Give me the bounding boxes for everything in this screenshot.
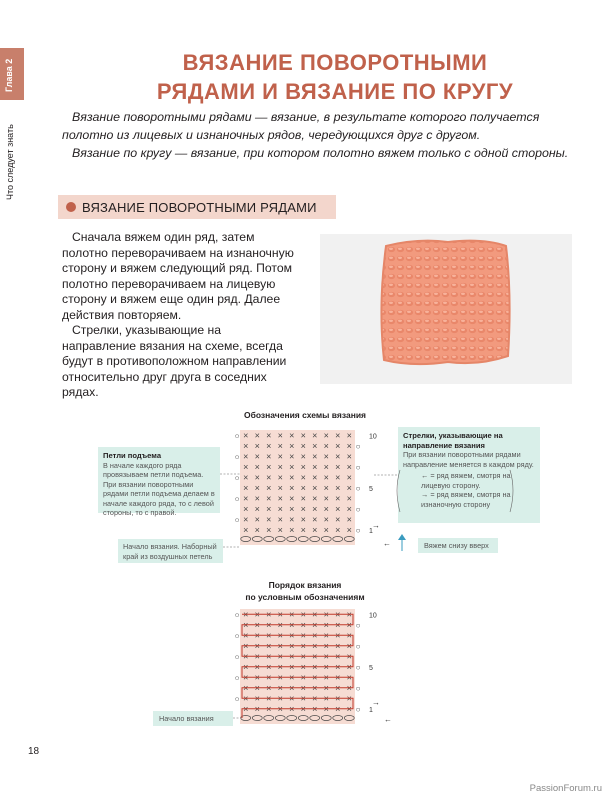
- chart1-turning-chain-symbol: ○: [234, 473, 240, 483]
- chart2-stitch-symbol: ×: [254, 661, 260, 672]
- chart2-stitch-symbol: ×: [266, 703, 272, 714]
- chart1-stitch-symbol: ×: [277, 472, 283, 483]
- chart1-stitch-symbol: ×: [335, 472, 341, 483]
- chart2-stitch-symbol: ×: [346, 672, 352, 683]
- chart1-stitch-symbol: ×: [312, 482, 318, 493]
- chart2-turning-chain-symbol: ○: [234, 652, 240, 662]
- chart2-stitch-symbol: ×: [300, 619, 306, 630]
- intro-paragraph-2: Вязание по кругу — вязание, при котором полотно вяжем только с одной стороны.: [72, 146, 569, 160]
- note-turning-chains: [98, 447, 220, 517]
- chart1-turning-chain-symbol: ○: [355, 504, 361, 514]
- diagram1-caption: Обозначения схемы вязания: [243, 410, 367, 420]
- chart2-stitch-symbol: ×: [277, 703, 283, 714]
- chart2-stitch-symbol: ×: [243, 682, 249, 693]
- chart1-stitch-symbol: ×: [254, 440, 260, 451]
- chart1-stitch-symbol: ×: [300, 482, 306, 493]
- chart2-stitch-symbol: ×: [312, 630, 318, 641]
- chart1-stitch-symbol: ×: [277, 493, 283, 504]
- chart2-stitch-symbol: ×: [254, 703, 260, 714]
- chart1-stitch-symbol: ×: [254, 451, 260, 462]
- chart1-stitch-symbol: ×: [289, 524, 295, 535]
- note-direction-text: При вязании поворотными рядами направление меняется в каждом ряду.: [403, 450, 534, 469]
- chart2-stitch-symbol: ×: [254, 609, 260, 620]
- note-bottom-up: [418, 538, 498, 553]
- chart2-stitch-symbol: ×: [323, 703, 329, 714]
- chart1-turning-chain-symbol: ○: [355, 462, 361, 472]
- chart1-stitch-symbol: ×: [300, 440, 306, 451]
- chart1-stitch-symbol: ×: [266, 503, 272, 514]
- chart1-stitch-symbol: ×: [254, 514, 260, 525]
- note-direction-row1: ← = ряд вяжем, смотря на лицевую сторону.: [421, 471, 511, 490]
- chart1-stitch-symbol: ×: [346, 482, 352, 493]
- chart1-stitch-symbol: ×: [289, 461, 295, 472]
- chart1-stitch-symbol: ×: [289, 503, 295, 514]
- chart1-stitch-symbol: ×: [312, 430, 318, 441]
- chart1-stitch-symbol: ×: [300, 461, 306, 472]
- chart2-turning-chain-symbol: ○: [234, 673, 240, 683]
- chart2-stitch-symbol: ×: [300, 703, 306, 714]
- chart1-stitch-symbol: ×: [300, 503, 306, 514]
- chart2-stitch-symbol: ×: [289, 630, 295, 641]
- chart2-stitch-symbol: ×: [243, 661, 249, 672]
- chart2-stitch-symbol: ×: [254, 619, 260, 630]
- chart2-stitch-symbol: ×: [300, 672, 306, 683]
- page-title: [60, 48, 610, 106]
- chart1-stitch-symbol: ×: [312, 514, 318, 525]
- note-direction-row2: → = ряд вяжем, смотря на изнаночную сторону: [421, 490, 511, 509]
- diagram2-caption-line2: по условным обозначениям: [245, 592, 365, 602]
- chart2-turning-chain-symbol: ○: [355, 662, 361, 672]
- chart1-stitch-symbol: ×: [243, 472, 249, 483]
- chart2-stitch-symbol: ×: [289, 703, 295, 714]
- chart2-stitch-symbol: ×: [243, 630, 249, 641]
- chart2-stitch-symbol: ×: [266, 693, 272, 704]
- chart1-stitch-symbol: ×: [289, 482, 295, 493]
- chart2-turning-chain-symbol: ○: [355, 683, 361, 693]
- chart2-stitch-symbol: ×: [266, 619, 272, 630]
- chart2-turning-chain-symbol: ○: [234, 610, 240, 620]
- note-start-chain-text: Начало вязания. Наборный край из воздушных петель: [123, 542, 217, 561]
- chart1-stitch-symbol: ×: [323, 493, 329, 504]
- chart2-stitch-symbol: ×: [335, 651, 341, 662]
- chart1-stitch-symbol: ×: [300, 451, 306, 462]
- chart1-row-label: 5: [369, 485, 373, 493]
- chart2-stitch-symbol: ×: [323, 640, 329, 651]
- chart1-stitch-symbol: ×: [335, 514, 341, 525]
- chart1-stitch-symbol: ×: [323, 514, 329, 525]
- chart1-stitch-symbol: ×: [312, 440, 318, 451]
- chart2-stitch-symbol: ×: [312, 619, 318, 630]
- chart2-stitch-symbol: ×: [346, 640, 352, 651]
- body-paragraph-2: Стрелки, указывающие на направление вязания на схеме, всегда будут в противоположном направлении относительно друг друга в соседних рядах.: [62, 323, 287, 399]
- chart2-stitch-symbol: ×: [323, 672, 329, 683]
- chart1-stitch-symbol: ×: [323, 461, 329, 472]
- chart2-stitch-symbol: ×: [277, 661, 283, 672]
- chart2-stitch-symbol: ×: [277, 682, 283, 693]
- chart2-stitch-symbol: ×: [289, 640, 295, 651]
- chart1-stitch-symbol: ×: [254, 430, 260, 441]
- chart2-stitch-symbol: ×: [289, 682, 295, 693]
- chart1-stitch-symbol: ×: [266, 440, 272, 451]
- chart1-stitch-symbol: ×: [346, 524, 352, 535]
- chart1-stitch-symbol: ×: [277, 514, 283, 525]
- diagram2-caption: [225, 579, 385, 603]
- chart2-stitch-symbol: ×: [323, 682, 329, 693]
- chart2-stitch-symbol: ×: [266, 661, 272, 672]
- chart2-stitch-symbol: ×: [243, 640, 249, 651]
- chart2-stitch-symbol: ×: [266, 609, 272, 620]
- chart2-stitch-symbol: ×: [312, 609, 318, 620]
- chart1-stitch-symbol: ×: [300, 493, 306, 504]
- chart1-stitch-symbol: ×: [243, 440, 249, 451]
- note-direction-title: Стрелки, указывающие на направление вязания: [403, 431, 503, 450]
- chart2-stitch-symbol: ×: [323, 619, 329, 630]
- chart2-stitch-symbol: ×: [300, 661, 306, 672]
- chart2-stitch-symbol: ×: [254, 682, 260, 693]
- chart1-stitch-symbol: ×: [289, 451, 295, 462]
- chart2-row-label: 1: [369, 706, 373, 714]
- note-start-chain: [118, 539, 223, 563]
- chart1-stitch-symbol: ×: [323, 503, 329, 514]
- chart1-stitch-symbol: ×: [346, 440, 352, 451]
- chart1-stitch-symbol: ×: [243, 461, 249, 472]
- chart1-stitch-symbol: ×: [346, 430, 352, 441]
- chart1-stitch-symbol: ×: [312, 493, 318, 504]
- chart2-stitch-symbol: ×: [300, 609, 306, 620]
- chart2-stitch-symbol: ×: [323, 651, 329, 662]
- chart1-stitch-symbol: ×: [243, 514, 249, 525]
- chart2-stitch-symbol: ×: [312, 672, 318, 683]
- chart1-stitch-symbol: ×: [266, 493, 272, 504]
- chart2-stitch-symbol: ×: [254, 693, 260, 704]
- chart1-stitch-symbol: ×: [254, 461, 260, 472]
- chart2-stitch-symbol: ×: [323, 630, 329, 641]
- chart2-stitch-symbol: ×: [254, 651, 260, 662]
- chart2-stitch-symbol: ×: [277, 693, 283, 704]
- chart2-stitch-symbol: ×: [335, 630, 341, 641]
- chart1-stitch-symbol: ×: [335, 493, 341, 504]
- section-running-head: Что следует знать: [5, 124, 15, 200]
- chart2-stitch-symbol: ×: [323, 661, 329, 672]
- chart1-stitch-symbol: ×: [254, 524, 260, 535]
- chart1-stitch-symbol: ×: [335, 440, 341, 451]
- chart1-stitch-symbol: ×: [335, 503, 341, 514]
- title-line-1: ВЯЗАНИЕ ПОВОРОТНЫМИ: [182, 50, 488, 75]
- chart2-stitch-symbol: ×: [323, 693, 329, 704]
- chart1-stitch-symbol: ×: [323, 472, 329, 483]
- chart1-stitch-symbol: ×: [323, 524, 329, 535]
- chart2-stitch-symbol: ×: [346, 651, 352, 662]
- svg-text:←: ←: [384, 715, 392, 724]
- chart1-stitch-symbol: ×: [312, 461, 318, 472]
- chart1-stitch-symbol: ×: [243, 430, 249, 441]
- chart1-stitch-symbol: ×: [335, 430, 341, 441]
- chart1-stitch-symbol: ×: [277, 451, 283, 462]
- svg-text:→: →: [372, 698, 380, 707]
- chart1-stitch-symbol: ×: [277, 482, 283, 493]
- section-heading-bar: [58, 195, 336, 219]
- chart1-stitch-symbol: ×: [300, 514, 306, 525]
- chart2-turning-chain-symbol: ○: [234, 631, 240, 641]
- chart2-stitch-symbol: ×: [346, 619, 352, 630]
- intro-text: [62, 108, 577, 162]
- chapter-tab: [0, 48, 24, 100]
- note-direction-row1-text: = ряд вяжем, смотря на лицевую сторону.: [421, 471, 511, 490]
- chart2-stitch-symbol: ×: [277, 651, 283, 662]
- chart1-stitch-symbol: ×: [266, 514, 272, 525]
- chart2-stitch-symbol: ×: [289, 672, 295, 683]
- note-bottom-up-text: Вяжем снизу вверх: [424, 541, 489, 550]
- chart1-stitch-symbol: ×: [323, 451, 329, 462]
- chart1-turning-chain-symbol: ○: [234, 452, 240, 462]
- chart2-stitch-symbol: ×: [346, 630, 352, 641]
- chart2-stitch-symbol: ×: [312, 661, 318, 672]
- page-number: 18: [28, 746, 40, 757]
- chart2-stitch-symbol: ×: [312, 703, 318, 714]
- chart2-stitch-symbol: ×: [289, 609, 295, 620]
- chart1-stitch-symbol: ×: [243, 503, 249, 514]
- chart1-row-label: 1: [369, 527, 373, 535]
- chart2-stitch-symbol: ×: [346, 693, 352, 704]
- chart1-stitch-symbol: ×: [335, 482, 341, 493]
- chart2-stitch-symbol: ×: [289, 693, 295, 704]
- svg-text:←: ←: [383, 539, 391, 548]
- body-paragraph-1: Сначала вяжем один ряд, затем полотно переворачиваем на изнаночную сторону и вяжем следующий ряд. Потом полотно переворачиваем на лицевую сторону и вяжем еще один ряд. Далее действия повторяем.: [62, 230, 294, 322]
- chart2-stitch-symbol: ×: [277, 630, 283, 641]
- intro-paragraph-1: Вязание поворотными рядами — вязание, в результате которого получается полотно из лицевых и изнаночных рядов, чередующихся друг с другом.: [62, 110, 540, 142]
- note-direction-arrows: [398, 427, 540, 523]
- chart1-stitch-symbol: ×: [312, 451, 318, 462]
- stitch-chart-grid: [230, 426, 380, 556]
- chart1-stitch-symbol: ×: [243, 493, 249, 504]
- chart2-stitch-symbol: ×: [266, 682, 272, 693]
- chart2-stitch-symbol: ×: [243, 672, 249, 683]
- chart2-stitch-symbol: ×: [335, 619, 341, 630]
- chart2-stitch-symbol: ×: [300, 651, 306, 662]
- chart1-stitch-symbol: ×: [254, 493, 260, 504]
- chart1-stitch-symbol: ×: [277, 430, 283, 441]
- chart1-stitch-symbol: ×: [266, 472, 272, 483]
- body-text: [62, 230, 297, 401]
- chart1-stitch-symbol: ×: [243, 524, 249, 535]
- chart1-stitch-symbol: ×: [289, 472, 295, 483]
- chart2-stitch-symbol: ×: [300, 693, 306, 704]
- chart1-stitch-symbol: ×: [312, 503, 318, 514]
- chart1-stitch-symbol: ×: [335, 524, 341, 535]
- chart1-stitch-symbol: ×: [277, 524, 283, 535]
- chart1-stitch-symbol: ×: [266, 451, 272, 462]
- chart1-stitch-symbol: ×: [266, 524, 272, 535]
- chart2-stitch-symbol: ×: [300, 682, 306, 693]
- chart1-stitch-symbol: ×: [323, 430, 329, 441]
- chart1-stitch-symbol: ×: [289, 493, 295, 504]
- chart2-stitch-symbol: ×: [266, 651, 272, 662]
- chart1-turning-chain-symbol: ○: [355, 483, 361, 493]
- svg-text:→: →: [372, 521, 380, 530]
- chart2-stitch-symbol: ×: [335, 661, 341, 672]
- chart1-stitch-symbol: ×: [300, 472, 306, 483]
- chart1-stitch-symbol: ×: [254, 503, 260, 514]
- chart1-stitch-symbol: ×: [289, 440, 295, 451]
- chart1-stitch-symbol: ×: [346, 461, 352, 472]
- note-turning-chains-text: В начале каждого ряда провязываем петли подъема. При вязании поворотными рядами петли подъема делаем в начале каждого ряда, то с левой стороны, то с правой.: [103, 460, 215, 517]
- chart1-row-label: 10: [369, 433, 377, 441]
- chart2-stitch-symbol: ×: [243, 609, 249, 620]
- chart2-stitch-symbol: ×: [335, 672, 341, 683]
- chart2-stitch-symbol: ×: [346, 703, 352, 714]
- note-turning-chains-title: Петли подъема: [103, 451, 162, 460]
- chart1-stitch-symbol: ×: [266, 430, 272, 441]
- chart2-stitch-symbol: ×: [346, 609, 352, 620]
- chart1-stitch-symbol: ×: [323, 440, 329, 451]
- chart2-stitch-symbol: ×: [266, 630, 272, 641]
- chart2-stitch-symbol: ×: [266, 640, 272, 651]
- chart2-stitch-symbol: ×: [254, 630, 260, 641]
- section-heading: ВЯЗАНИЕ ПОВОРОТНЫМИ РЯДАМИ: [82, 199, 317, 215]
- chart2-stitch-symbol: ×: [312, 693, 318, 704]
- chart2-stitch-symbol: ×: [277, 672, 283, 683]
- chart1-turning-chain-symbol: ○: [234, 515, 240, 525]
- chart2-stitch-symbol: ×: [289, 619, 295, 630]
- chart2-stitch-symbol: ×: [335, 693, 341, 704]
- chart2-stitch-symbol: ×: [346, 682, 352, 693]
- chart2-stitch-symbol: ×: [335, 682, 341, 693]
- note-start-order-text: Начало вязания: [159, 714, 214, 723]
- chart1-turning-chain-symbol: ○: [355, 441, 361, 451]
- chart1-stitch-symbol: ×: [277, 461, 283, 472]
- chart2-stitch-symbol: ×: [335, 703, 341, 714]
- chart1-stitch-symbol: ×: [289, 514, 295, 525]
- chart1-stitch-symbol: ×: [346, 472, 352, 483]
- chart1-stitch-symbol: ×: [346, 503, 352, 514]
- chart2-stitch-symbol: ×: [289, 651, 295, 662]
- chart2-row-label: 5: [369, 664, 373, 672]
- chart1-stitch-symbol: ×: [289, 430, 295, 441]
- chart2-stitch-symbol: ×: [312, 640, 318, 651]
- chart2-turning-chain-symbol: ○: [355, 704, 361, 714]
- chart2-stitch-symbol: ×: [254, 672, 260, 683]
- chart1-stitch-symbol: ×: [277, 440, 283, 451]
- chart2-stitch-symbol: ×: [254, 640, 260, 651]
- chart2-turning-chain-symbol: ○: [355, 620, 361, 630]
- chart1-stitch-symbol: ×: [346, 451, 352, 462]
- chart1-stitch-symbol: ×: [312, 472, 318, 483]
- chart1-stitch-symbol: ×: [346, 493, 352, 504]
- chart2-stitch-symbol: ×: [300, 640, 306, 651]
- chart1-stitch-symbol: ×: [254, 472, 260, 483]
- chart2-stitch-symbol: ×: [243, 651, 249, 662]
- chart1-stitch-symbol: ×: [335, 461, 341, 472]
- chapter-label: Глава 2: [4, 58, 14, 92]
- chart1-stitch-symbol: ×: [312, 524, 318, 535]
- chart2-stitch-symbol: ×: [312, 682, 318, 693]
- watermark: PassionForum.ru: [529, 783, 602, 794]
- chart2-row-label: 10: [369, 612, 377, 620]
- chart2-turning-chain-symbol: ○: [234, 694, 240, 704]
- chart1-stitch-symbol: ×: [266, 482, 272, 493]
- chart1-stitch-symbol: ×: [266, 461, 272, 472]
- chart2-stitch-symbol: ×: [300, 630, 306, 641]
- chart2-stitch-symbol: ×: [289, 661, 295, 672]
- chart2-stitch-symbol: ×: [312, 651, 318, 662]
- chart1-stitch-symbol: ×: [243, 451, 249, 462]
- chart1-turning-chain-symbol: ○: [355, 525, 361, 535]
- chart2-stitch-symbol: ×: [277, 619, 283, 630]
- chart2-turning-chain-symbol: ○: [355, 641, 361, 651]
- crochet-swatch-image: [378, 236, 513, 369]
- chart1-stitch-symbol: ×: [300, 430, 306, 441]
- chart1-stitch-symbol: ×: [300, 524, 306, 535]
- chart2-stitch-symbol: ×: [277, 609, 283, 620]
- diagram2-caption-line1: Порядок вязания: [268, 580, 342, 590]
- chart1-turning-chain-symbol: ○: [234, 431, 240, 441]
- bullet-icon: [66, 202, 76, 212]
- chart2-stitch-symbol: ×: [266, 672, 272, 683]
- chart1-stitch-symbol: ×: [243, 482, 249, 493]
- chart2-stitch-symbol: ×: [346, 661, 352, 672]
- note-start-order: [153, 711, 233, 726]
- chart1-stitch-symbol: ×: [346, 514, 352, 525]
- chart2-stitch-symbol: ×: [243, 703, 249, 714]
- title-line-2: РЯДАМИ И ВЯЗАНИЕ ПО КРУГУ: [156, 79, 514, 104]
- chart1-stitch-symbol: ×: [323, 482, 329, 493]
- chart2-stitch-symbol: ×: [335, 609, 341, 620]
- chart1-stitch-symbol: ×: [277, 503, 283, 514]
- chart2-stitch-symbol: ×: [323, 609, 329, 620]
- note-direction-row2-text: = ряд вяжем, смотря на изнаночную сторону: [421, 490, 511, 509]
- chart2-stitch-symbol: ×: [335, 640, 341, 651]
- knitting-order-chart: [230, 605, 385, 735]
- chart1-turning-chain-symbol: ○: [234, 494, 240, 504]
- chart1-stitch-symbol: ×: [254, 482, 260, 493]
- chart2-stitch-symbol: ×: [277, 640, 283, 651]
- chart2-stitch-symbol: ×: [243, 619, 249, 630]
- chart1-stitch-symbol: ×: [335, 451, 341, 462]
- chart2-stitch-symbol: ×: [243, 693, 249, 704]
